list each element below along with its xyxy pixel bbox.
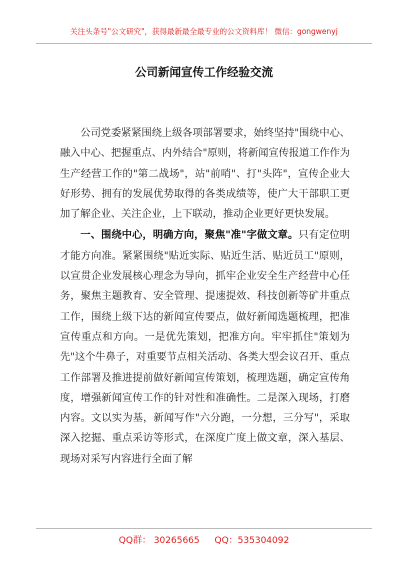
section-1-text: 只有定位明才能方向准。紧紧围绕"贴近实际、贴近生活、贴近员工"原则，以宣贯企业发展核心理念为导向，抓牢企业安全生产经营中心任务，聚焦主题教育、安全管理、提速提效、科技创新等矿井重点工作，围绕上级下达的新闻宣传要点，做好新闻选题梳理，把准宣传重点和方向。一是优先策划，把准方向。牢牢抓住"策划为先"这个牛鼻子，对重要节点相关活动、各类大型会议召开、重点工作部署及推进提前做好新闻宣传策划，梳理选题，确定宣传角度，增强新闻宣传工作的针对性和准确性。二是深入现场，打磨内容。文以实为基，新闻写作"六分跑，一分想，三分写"，采取深入挖掘、重点采访等形式，在深度广度上做文章，深入基层、现场对采写内容进行全面了解 — [60, 230, 350, 465]
section-1-paragraph — [60, 225, 350, 470]
document-title: 公司新闻宣传工作经验交流 — [135, 65, 273, 79]
intro-paragraph: 公司党委紧紧围绕上级各项部署要求，始终坚持"围绕中心、融入中心、把握重点、内外结合"原则，将新闻宣传报道工作作为生产经营工作的"第二战场"，站"前哨"、打"头阵"，宣传企业大好形势、拥有的发展优势取得的各类成绩等，使广大干部职工更加了解企业、关注企业，上下联动，推动企业更好更快发展。 — [60, 128, 350, 221]
section-1-heading: 一、围绕中心，明确方向，聚焦"准"字做文章。 — [80, 229, 299, 242]
page-header-banner: 关注头条号"公文研究"，获得最新最全最专业的公文资料库！ 微信：gongwenyj — [70, 27, 338, 36]
footer-divider — [36, 528, 372, 529]
header-divider — [36, 43, 372, 44]
footer-qq-number: QQ：535304092 — [214, 536, 290, 546]
document-body — [60, 124, 350, 470]
footer-qq-group: QQ群： 30265665 — [118, 536, 200, 546]
page-footer — [0, 533, 408, 546]
